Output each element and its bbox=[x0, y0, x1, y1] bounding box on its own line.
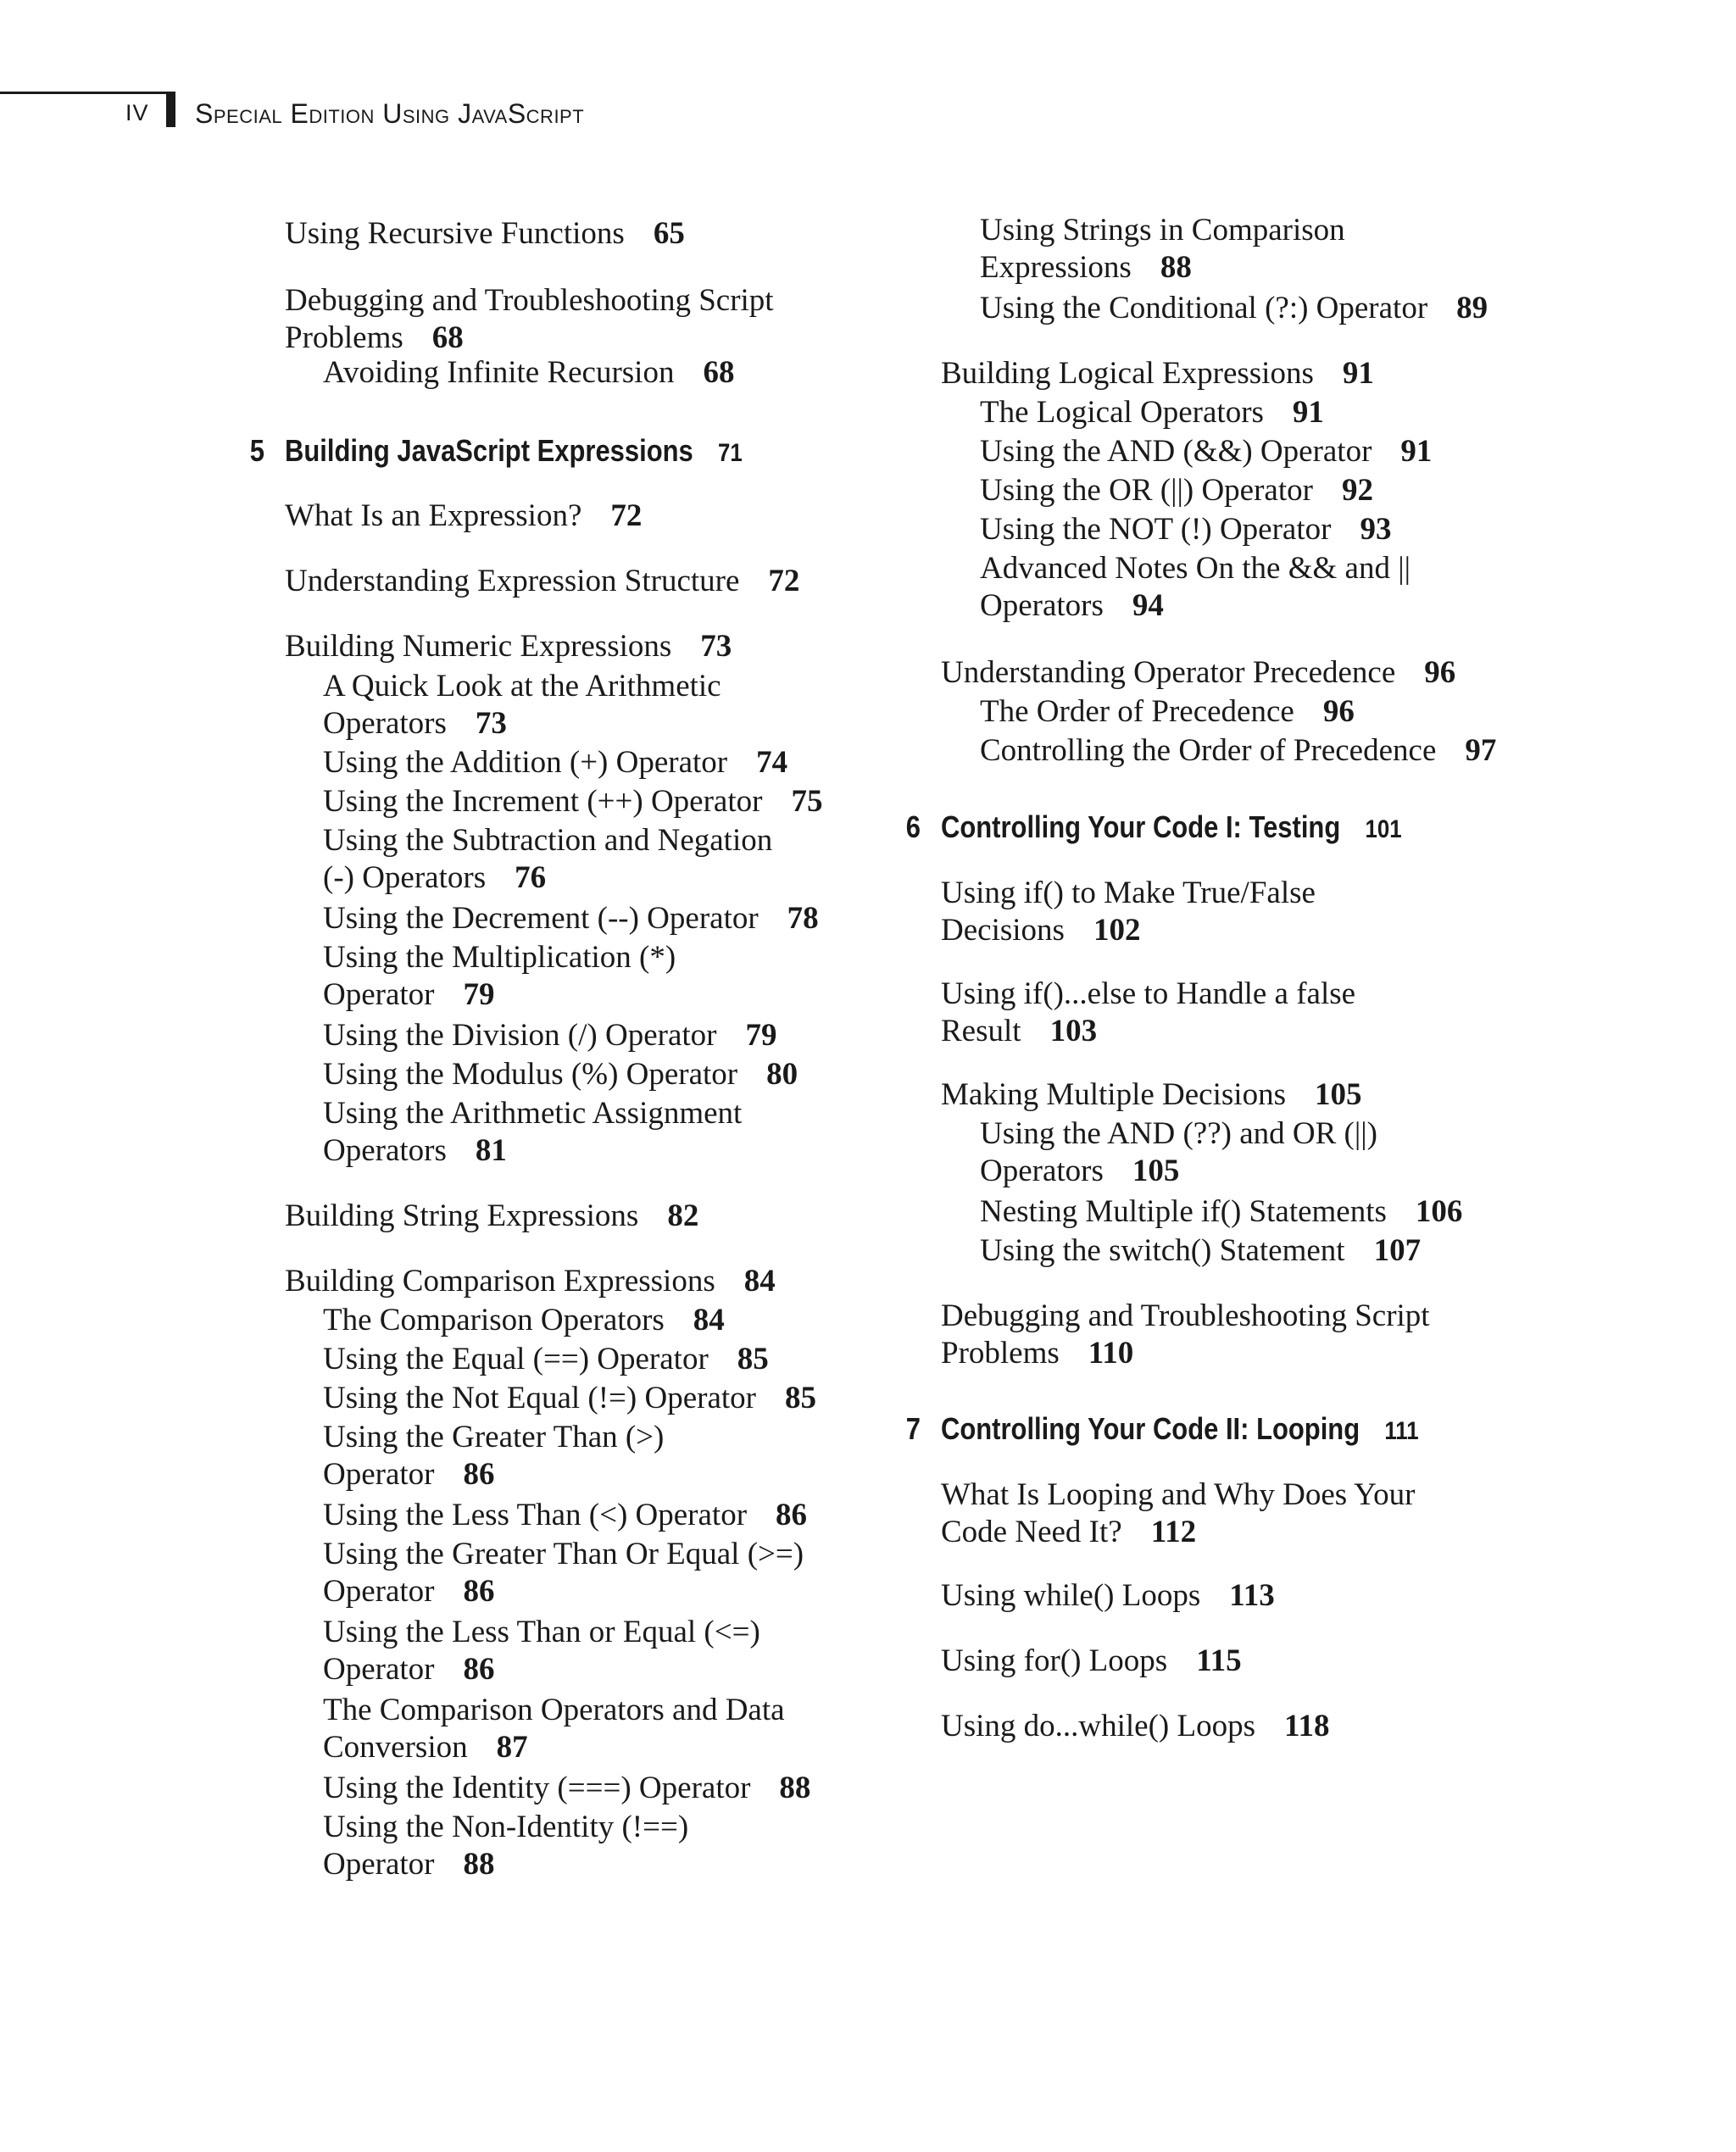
toc-entry: A Quick Look at the Arithmetic Operators 73 bbox=[323, 669, 721, 741]
toc-entry: Using the NOT (!) Operator 93 bbox=[980, 512, 1392, 547]
toc-entry: Using the Division (/) Operator 79 bbox=[323, 1018, 777, 1053]
toc-entry: Avoiding Infinite Recursion 68 bbox=[323, 355, 735, 390]
chapter-heading bbox=[905, 809, 1402, 848]
chapter-page: 111 bbox=[1384, 1417, 1419, 1445]
toc-entry: Using the switch() Statement 107 bbox=[980, 1233, 1422, 1268]
toc-entry: Using the Identity (===) Operator 88 bbox=[323, 1771, 811, 1805]
toc-entry: Using the Increment (++) Operator 75 bbox=[323, 784, 823, 819]
chapter-page: 71 bbox=[718, 439, 743, 467]
toc-entry: Using if() to Make True/False Decisions 102 bbox=[941, 876, 1316, 948]
toc-entry: Using the OR (||) Operator 92 bbox=[980, 473, 1373, 508]
toc-entry: Using the Decrement (--) Operator 78 bbox=[323, 901, 819, 936]
chapter-number: 6 bbox=[905, 809, 921, 844]
toc-entry: Debugging and Troubleshooting Script Problems 110 bbox=[941, 1298, 1430, 1371]
toc-entry: Using the Modulus (%) Operator 80 bbox=[323, 1057, 798, 1092]
toc-entry: Using the Addition (+) Operator 74 bbox=[323, 745, 788, 780]
toc-entry: Controlling the Order of Precedence 97 bbox=[980, 733, 1497, 768]
chapter-heading bbox=[249, 432, 743, 472]
chapter-number: 7 bbox=[905, 1411, 921, 1446]
toc-entry: Using Recursive Functions 65 bbox=[285, 216, 685, 251]
toc-entry: The Comparison Operators and Data Conversion 87 bbox=[323, 1693, 785, 1765]
toc-entry: Using the Multiplication (*) Operator 79 bbox=[323, 940, 676, 1012]
toc-entry: Using if()...else to Handle a false Result 103 bbox=[941, 976, 1356, 1048]
toc-entry: Using do...while() Loops 118 bbox=[941, 1709, 1330, 1743]
chapter-page: 101 bbox=[1365, 815, 1402, 843]
page-folio: IV bbox=[125, 100, 149, 125]
toc-entry: Using the Not Equal (!=) Operator 85 bbox=[323, 1381, 816, 1415]
toc-entry: Understanding Operator Precedence 96 bbox=[941, 655, 1456, 690]
toc-entry: The Logical Operators 91 bbox=[980, 395, 1324, 430]
toc-entry: Using the AND (&&) Operator 91 bbox=[980, 434, 1433, 469]
toc-entry: Using while() Loops 113 bbox=[941, 1578, 1275, 1613]
toc-entry: What Is an Expression? 72 bbox=[285, 498, 643, 533]
toc-entry: Using the Non-Identity (!==) Operator 88 bbox=[323, 1810, 689, 1882]
toc-entry: Using the Subtraction and Negation (-) Operators 76 bbox=[323, 823, 773, 895]
chapter-title: Controlling Your Code I: Testing bbox=[941, 809, 1341, 844]
chapter-title: Building JavaScript Expressions bbox=[285, 433, 693, 468]
toc-entry: Building Logical Expressions 91 bbox=[941, 356, 1374, 391]
toc-entry: Using for() Loops 115 bbox=[941, 1643, 1242, 1678]
toc-entry: The Order of Precedence 96 bbox=[980, 694, 1355, 729]
toc-entry: Advanced Notes On the && and || Operators 94 bbox=[980, 551, 1411, 623]
toc-entry: Using the Less Than (<) Operator 86 bbox=[323, 1498, 808, 1532]
toc-entry: Nesting Multiple if() Statements 106 bbox=[980, 1194, 1463, 1229]
toc-entry: Using Strings in Comparison Expressions 88 bbox=[980, 213, 1345, 285]
toc-entry: Using the Arithmetic Assignment Operators 81 bbox=[323, 1096, 743, 1168]
toc-entry: Debugging and Troubleshooting Script Problems 68 bbox=[285, 283, 774, 355]
toc-entry: The Comparison Operators 84 bbox=[323, 1303, 725, 1337]
header-bar bbox=[166, 92, 175, 127]
chapter-title: Controlling Your Code II: Looping bbox=[941, 1411, 1360, 1446]
running-head: Special Edition Using JavaScript bbox=[195, 98, 585, 129]
toc-entry: Using the Conditional (?:) Operator 89 bbox=[980, 291, 1488, 325]
toc-entry: Using the Greater Than Or Equal (>=) Operator 86 bbox=[323, 1537, 804, 1609]
toc-entry: Building Comparison Expressions 84 bbox=[285, 1264, 776, 1298]
header-rule bbox=[0, 92, 168, 94]
toc-entry: Building Numeric Expressions 73 bbox=[285, 629, 732, 664]
toc-entry: Using the Equal (==) Operator 85 bbox=[323, 1342, 769, 1376]
toc-entry: Understanding Expression Structure 72 bbox=[285, 564, 800, 598]
toc-entry: Using the AND (??) and OR (||) Operators 105 bbox=[980, 1116, 1377, 1188]
toc-entry: Building String Expressions 82 bbox=[285, 1198, 699, 1233]
toc-entry: Making Multiple Decisions 105 bbox=[941, 1077, 1362, 1112]
chapter-number: 5 bbox=[249, 433, 264, 468]
toc-entry: Using the Less Than or Equal (<=) Operator 86 bbox=[323, 1615, 760, 1687]
toc-entry: What Is Looping and Why Does Your Code Need It? 112 bbox=[941, 1477, 1416, 1549]
toc-entry: Using the Greater Than (>) Operator 86 bbox=[323, 1420, 665, 1492]
chapter-heading bbox=[905, 1410, 1419, 1450]
